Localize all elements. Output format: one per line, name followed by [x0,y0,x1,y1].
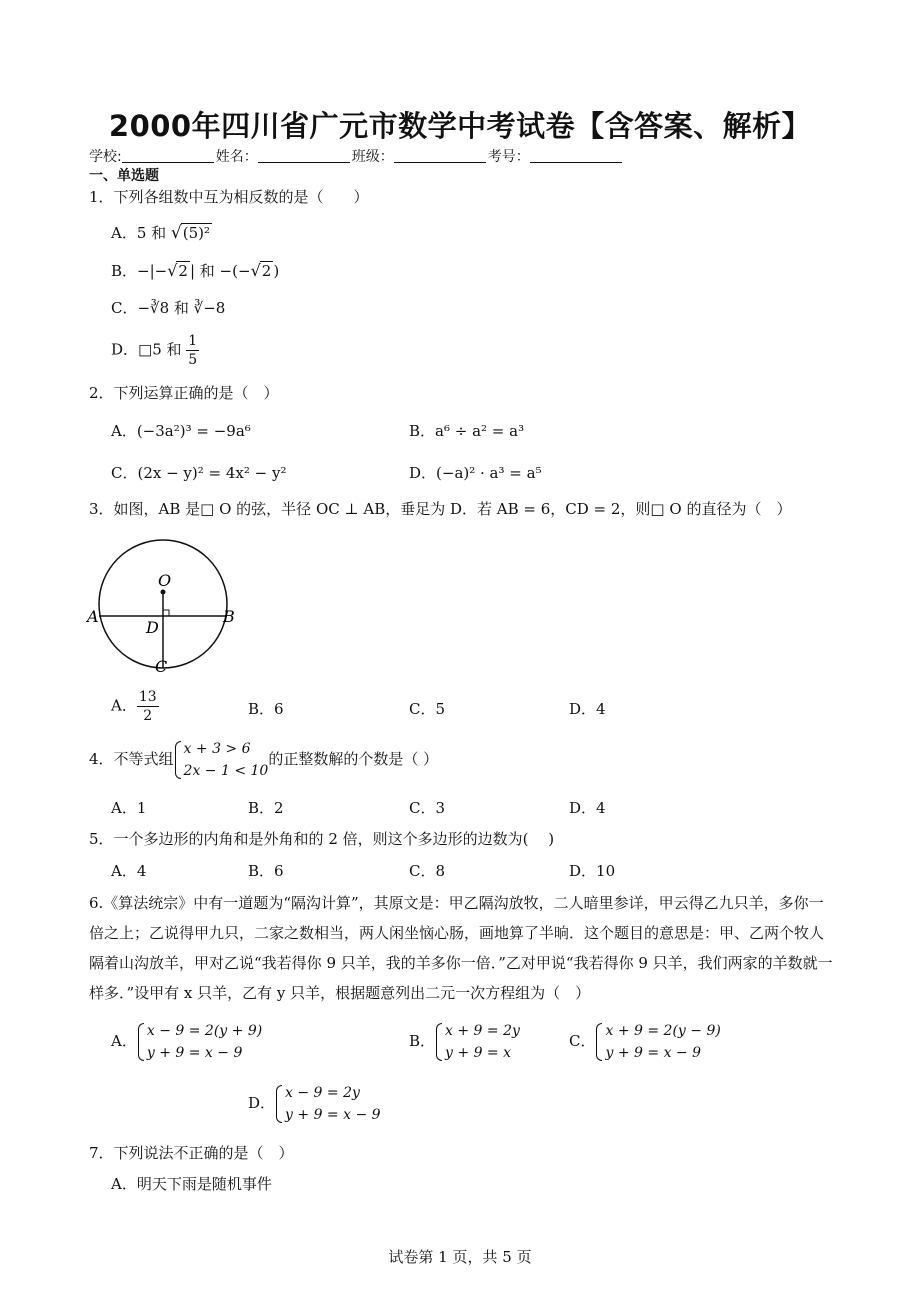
class-blank[interactable] [394,148,486,163]
question-6-option-d: D． x − 9 = 2y y + 9 = x − 9 [248,1082,381,1126]
inequality-system: x + 3 > 6 2x − 1 < 10 [174,738,269,782]
question-2-option-c: C．(2x − y)² = 4x² − y² [111,464,287,482]
question-1-option-b: B．−|−√2 | 和 −(−√2 ) [111,261,280,280]
school-blank[interactable] [122,148,214,163]
question-2-option-d: D．(−a)² · a³ = a⁵ [409,464,542,482]
label-o: O [158,571,172,590]
question-6-option-a: A． x − 9 = 2(y + 9) y + 9 = x − 9 [111,1020,262,1064]
question-2-stem: 2．下列运算正确的是（ ） [89,384,279,402]
question-4-option-b: B．2 [248,799,284,817]
question-5-option-d: D．10 [569,862,616,880]
label-d: D [146,618,159,637]
question-7-stem: 7．下列说法不正确的是（ ） [89,1144,294,1162]
question-2-option-a: A．(−3a²)³ = −9a⁶ [111,422,251,440]
exam-no-blank[interactable] [530,148,622,163]
question-4-option-c: C．3 [409,799,446,817]
page-footer: 试卷第 1 页，共 5 页 [388,1248,532,1266]
question-3-stem: 3．如图，AB 是□ O 的弦，半径 OC ⊥ AB，垂足为 D．若 AB = 6，CD = 2，则□ O 的直径为（ ） [89,500,792,518]
equation-system-b: x + 9 = 2y y + 9 = x [435,1020,520,1064]
question-4-stem: 4．不等式组 x + 3 > 6 2x − 1 < 10 的正整数解的个数是（ ） [89,738,438,782]
question-3-option-b: B．6 [248,700,284,718]
fraction-one-fifth: $\frac{1}{5}$ [188,333,198,368]
question-3-option-c: C．5 [409,700,446,718]
question-6-option-c: C． x + 9 = 2(y − 9) y + 9 = x − 9 [569,1020,721,1064]
right-angle-mark [163,610,169,616]
question-1-option-c: C．−∛8 和 ∛−8 [111,299,226,317]
exam-no-label: 考号： [487,149,530,165]
class-label: 班级： [351,149,394,165]
question-5-option-c: C．8 [409,862,446,880]
student-info-line [89,146,624,166]
question-1-option-d: D．□5 和 $\frac{1}{5}$ [111,333,198,368]
question-7-option-a: A．明天下雨是随机事件 [111,1175,272,1193]
page-title: 2000年四川省广元市数学中考试卷【含答案、解析】 [108,109,812,143]
question-3-option-d: D．4 [569,700,606,718]
question-6-stem: 6.《算法统宗》中有一道题为“隔沟计算”，其原文是：甲乙隔沟放牧，二人暗里参详，甲云得乙九只羊，多你一倍之上；乙说得甲九只，二家之数相当，两人闲坐恼心肠，画地算了半晌．这个题目的意思是：甲、乙两个牧人隔着山沟放羊，甲对乙说“我若得你 9 只羊，我的羊多你一倍．”乙对甲说“我若得你 9 只羊，我们两家的羊数就一样多．”设甲有 x 只羊，乙有 y 只羊，根据题意列出二元一次方程组为（ ） [89,894,833,1002]
section-title: 一、单选题 [89,168,159,184]
question-4-option-d: D．4 [569,799,606,817]
question-6-option-b: B． x + 9 = 2y y + 9 = x [409,1020,520,1064]
fraction-13-2: $\frac{13}{2}$ [138,689,157,724]
question-2-option-b: B．a⁶ ÷ a² = a³ [409,422,525,440]
label-b: B [223,607,235,626]
equation-system-c: x + 9 = 2(y − 9) y + 9 = x − 9 [595,1020,720,1064]
equation-system-d: x − 9 = 2y y + 9 = x − 9 [275,1082,381,1126]
center-point [161,590,166,595]
label-c: C [155,657,168,676]
school-label: 学校: [89,149,122,165]
question-5-stem: 5．一个多边形的内角和是外角和的 2 倍，则这个多边形的边数为( ) [89,830,555,848]
question-4-option-a: A．1 [111,799,147,817]
circle-chord-figure [86,528,246,678]
name-blank[interactable] [258,148,350,163]
question-1-option-a: A．5 和 √(5)² [111,223,211,243]
label-a: A [87,607,99,626]
question-5-option-a: A．4 [111,862,147,880]
question-1-stem: 1．下列各组数中互为相反数的是（ ） [89,188,369,206]
equation-system-a: x − 9 = 2(y + 9) y + 9 = x − 9 [137,1020,262,1064]
question-3-option-a: A． $\frac{13}{2}$ [111,689,157,724]
question-5-option-b: B．6 [248,862,284,880]
name-label: 姓名： [215,149,258,165]
